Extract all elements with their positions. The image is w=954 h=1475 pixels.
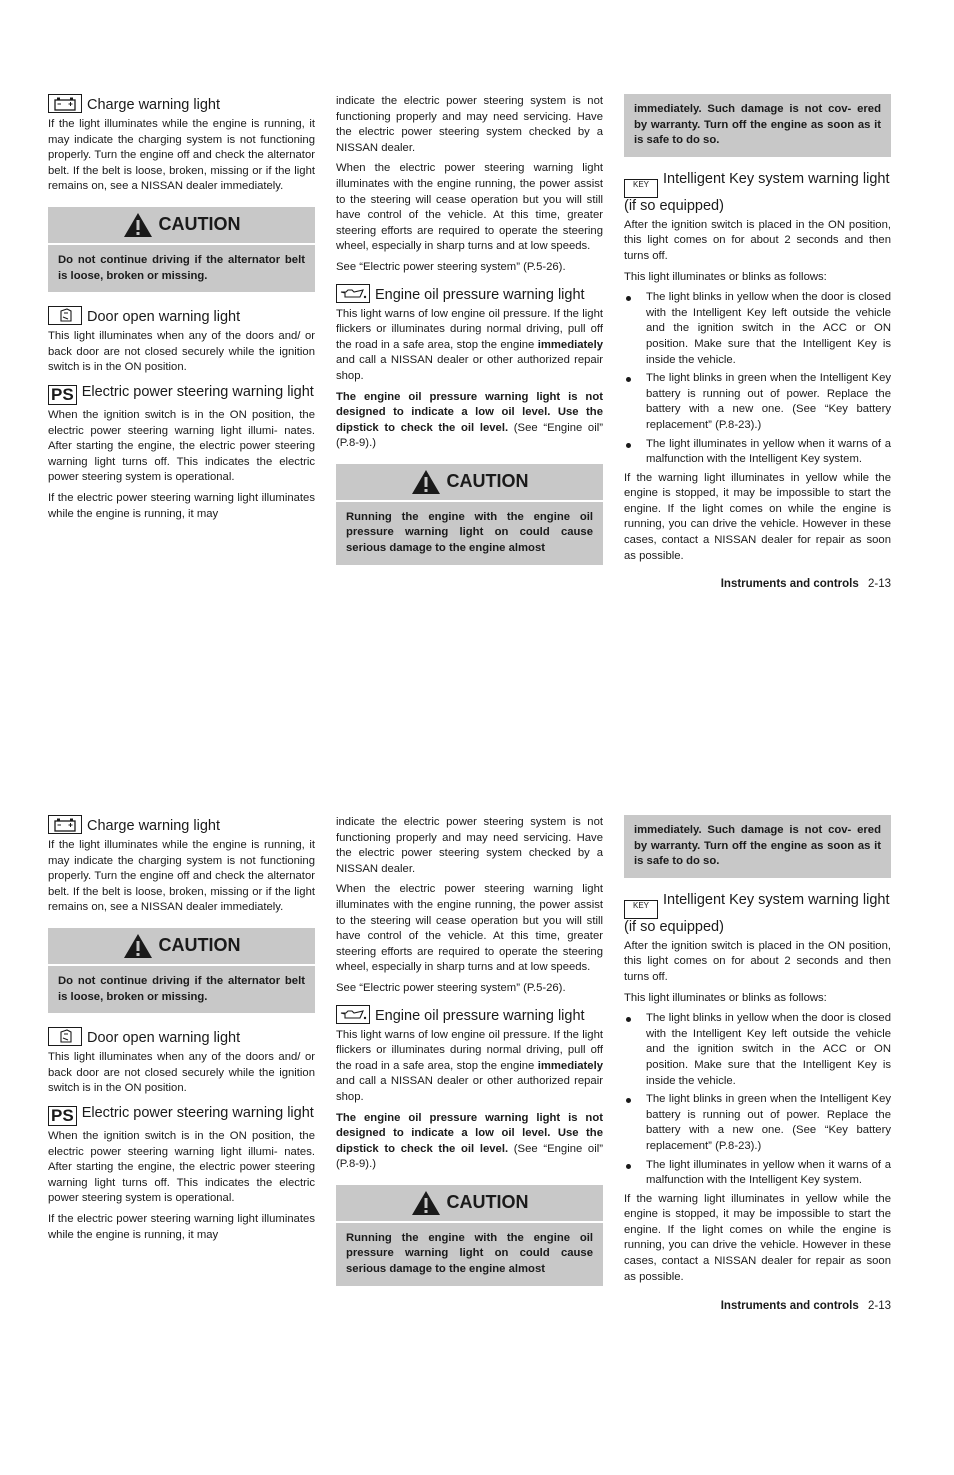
- door-open-icon: [48, 306, 82, 325]
- oil-warning-bold: The engine oil pressure warning light is not designed to indicate a low oil level. Use the dipstick to check the oil level.: [336, 1111, 603, 1155]
- door-heading: [48, 306, 315, 326]
- bullet-text: The light blinks in yellow when the door is closed with the Intelligent Key left outside the vehicle and the ignition switch in the ACC or ON position. Make sure that the Intelligent Key is inside the vehicle.: [646, 291, 891, 366]
- key-text-3: If the warning light illuminates in yellow while the engine is stopped, it may be impossible to start the engine. If the light comes on while the engine is running, you can drive the vehicle. However in these cases, contact a NISSAN dealer for repair as soon as possible.: [624, 1192, 891, 1283]
- bullet-icon: [626, 296, 631, 301]
- caution-text: Running the engine with the engine oil pressure warning light on could cause serious damage to the engine almost: [346, 1231, 593, 1276]
- oil-title: Engine oil pressure warning light: [375, 286, 585, 303]
- bullet-icon: [626, 377, 631, 382]
- column-3: [624, 815, 891, 1290]
- page-footer: [721, 578, 891, 590]
- oil-heading: [336, 1005, 603, 1025]
- key-title: Intelligent Key system warning light (if so equipped): [624, 170, 890, 214]
- caution-label: CAUTION: [446, 471, 529, 492]
- door-text: This light illuminates when any of the doors and/ or back door are not closed securely while the ignition switch is in the ON position.: [48, 1051, 315, 1095]
- door-text: This light illuminates when any of the doors and/ or back door are not closed securely while the ignition switch is in the ON position.: [48, 330, 315, 374]
- door-open-icon: [48, 1027, 82, 1046]
- footer-section: Instruments and controls: [720, 1300, 859, 1312]
- footer-section: Instruments and controls: [720, 578, 859, 590]
- oil-can-icon: [336, 284, 370, 303]
- warning-triangle-icon: [123, 933, 153, 959]
- door-title: Door open warning light: [87, 309, 241, 326]
- door-heading: [48, 1027, 315, 1047]
- oil-warning-bold: The engine oil pressure warning light is not designed to indicate a low oil level. Use the dipstick to check the oil level.: [336, 390, 603, 434]
- key-text-3: If the warning light illuminates in yellow while the engine is stopped, it may be impossible to start the engine. If the light comes on while the engine is running, you can drive the vehicle. However in these cases, contact a NISSAN dealer for repair as soon as possible.: [624, 471, 891, 562]
- caution-box: [48, 207, 315, 292]
- key-icon-label: KEY: [632, 179, 649, 189]
- oil-text-a: This light warns of low engine oil pressure. If the light flickers or illuminates during normal driving, pull off the road in a safe area, stop the engine: [336, 1028, 603, 1072]
- oil-text: [336, 307, 603, 385]
- ps-icon: PS: [48, 385, 77, 405]
- caution-heading: [336, 464, 603, 502]
- manual-page-2: [0, 815, 954, 1475]
- key-text-2: This light illuminates or blinks as follows:: [624, 991, 827, 1004]
- caution-heading: [48, 928, 315, 966]
- eps-heading: [48, 384, 315, 405]
- charge-title: Charge warning light: [87, 97, 220, 113]
- column-1: [48, 815, 315, 1248]
- caution-text-continued: immediately. Such damage is not cov- ered by warranty. Turn off the engine as soon as it is safe to do so.: [634, 103, 881, 147]
- eps-title: Electric power steering warning light: [81, 1104, 314, 1121]
- column-3: [624, 94, 891, 569]
- ps-icon: PS: [48, 1106, 77, 1126]
- list-item: [624, 1158, 891, 1189]
- bullet-text: The light blinks in green when the Intelligent Key battery is running out of power. Replace the battery with a new one. (See “Key battery replacement” (P.8-23).): [646, 1093, 891, 1152]
- caution-text: Do not continue driving if the alternator belt is loose, broken or missing.: [58, 974, 305, 1003]
- charge-title: Charge warning light: [87, 818, 220, 834]
- caution-heading: [336, 1185, 603, 1223]
- caution-label: CAUTION: [446, 1192, 529, 1213]
- oil-warning-see: (See “Engine oil” (P.8-9).): [336, 421, 603, 450]
- eps-text-3: When the electric power steering warning light illuminates with the engine running, the power assist to the steering will cease operation but you will still have control of the vehicle. At this time, greater steering efforts are required to operate the steering wheel, especially in sharp turns and at low speeds.: [336, 883, 603, 974]
- eps-text-2: If the electric power steering warning light illuminates while the engine is running, it may: [48, 1212, 315, 1241]
- bullet-icon: [626, 1017, 631, 1022]
- caution-box: [336, 1185, 603, 1286]
- list-item: [624, 437, 891, 468]
- oil-text-a: This light warns of low engine oil pressure. If the light flickers or illuminates during normal driving, pull off the road in a safe area, stop the engine: [336, 307, 603, 351]
- oil-text-b: and call a NISSAN dealer or other authorized repair shop.: [336, 354, 603, 382]
- oil-text: [336, 1028, 603, 1106]
- key-heading: [624, 892, 891, 936]
- caution-box-continued: [624, 815, 891, 878]
- caution-text: Do not continue driving if the alternator belt is loose, broken or missing.: [58, 253, 305, 282]
- oil-title: Engine oil pressure warning light: [375, 1007, 585, 1024]
- caution-box-continued: [624, 94, 891, 157]
- caution-text-continued: immediately. Such damage is not cov- ered by warranty. Turn off the engine as soon as it is safe to do so.: [634, 824, 881, 868]
- oil-heading: [336, 284, 603, 304]
- bullet-text: The light blinks in yellow when the door is closed with the Intelligent Key left outside the vehicle and the ignition switch in the ACC or ON position. Make sure that the Intelligent Key is inside the vehicle.: [646, 1012, 891, 1087]
- caution-box: [336, 464, 603, 565]
- eps-text-1: When the ignition switch is in the ON position, the electric power steering warning light illumi- nates. After starting the engine, the electric power steering warning light turns off. This indicates the electric power steering system is operational.: [48, 408, 315, 484]
- eps-text-1: When the ignition switch is in the ON position, the electric power steering warning light illumi- nates. After starting the engine, the electric power steering warning light turns off. This indicates the electric power steering system is operational.: [48, 1129, 315, 1205]
- eps-see: See “Electric power steering system” (P.5-26).: [336, 260, 566, 273]
- warning-triangle-icon: [411, 469, 441, 495]
- battery-icon: [48, 94, 82, 113]
- oil-can-icon: [336, 1005, 370, 1024]
- bullet-icon: [626, 1164, 631, 1169]
- eps-see: See “Electric power steering system” (P.5-26).: [336, 981, 566, 994]
- manual-page-1: [0, 94, 954, 754]
- eps-text-cont: indicate the electric power steering system is not functioning properly and may need servicing. Have the electric power steering system checked by a NISSAN dealer.: [336, 816, 603, 875]
- page-number: 2-13: [867, 578, 891, 590]
- key-text-2: This light illuminates or blinks as follows:: [624, 270, 827, 283]
- key-text-1: After the ignition switch is placed in the ON position, this light comes on for about 2 seconds and then turns off.: [624, 218, 891, 262]
- oil-text-bold: immediately: [537, 338, 603, 351]
- key-icon: [624, 179, 658, 198]
- charge-heading: [48, 815, 315, 835]
- key-icon: [624, 900, 658, 919]
- eps-title: Electric power steering warning light: [81, 383, 314, 400]
- key-text-1: After the ignition switch is placed in the ON position, this light comes on for about 2 seconds and then turns off.: [624, 939, 891, 983]
- door-title: Door open warning light: [87, 1030, 241, 1047]
- charge-heading: [48, 94, 315, 114]
- key-title: Intelligent Key system warning light (if so equipped): [624, 891, 890, 935]
- page-footer: [721, 1300, 891, 1312]
- bullet-text: The light illuminates in yellow when it warns of a malfunction with the Intelligent Key system.: [646, 437, 891, 466]
- column-2: [336, 94, 603, 575]
- column-1: [48, 94, 315, 527]
- caution-label: CAUTION: [158, 935, 241, 956]
- key-icon-label: KEY: [632, 900, 649, 910]
- eps-heading: [48, 1105, 315, 1126]
- battery-icon: [48, 815, 82, 834]
- charge-text: If the light illuminates while the engine is running, it may indicate the charging system is not functioning properly. Turn the engine off and check the alternator belt. If the belt is loose, broken, missing or if the light remains on, see a NISSAN dealer immediately.: [48, 839, 315, 914]
- key-heading: [624, 171, 891, 215]
- bullet-text: The light illuminates in yellow when it warns of a malfunction with the Intelligent Key system.: [646, 1158, 891, 1187]
- oil-text-bold: immediately: [537, 1059, 603, 1072]
- warning-triangle-icon: [123, 212, 153, 238]
- eps-text-2: If the electric power steering warning light illuminates while the engine is running, it may: [48, 491, 315, 520]
- bullet-text: The light blinks in green when the Intelligent Key battery is running out of power. Replace the battery with a new one. (See “Key battery replacement” (P.8-23).): [646, 372, 891, 431]
- oil-text-b: and call a NISSAN dealer or other authorized repair shop.: [336, 1075, 603, 1103]
- page-number: 2-13: [867, 1300, 891, 1312]
- caution-heading: [48, 207, 315, 245]
- caution-label: CAUTION: [158, 214, 241, 235]
- list-item: [624, 371, 891, 433]
- list-item: [624, 1092, 891, 1154]
- oil-warning: [336, 1111, 603, 1173]
- list-item: [624, 290, 891, 368]
- caution-box: [48, 928, 315, 1013]
- oil-warning: [336, 390, 603, 452]
- caution-text: Running the engine with the engine oil pressure warning light on could cause serious damage to the engine almost: [346, 510, 593, 555]
- bullet-icon: [626, 1098, 631, 1103]
- eps-text-cont: indicate the electric power steering system is not functioning properly and may need servicing. Have the electric power steering system checked by a NISSAN dealer.: [336, 95, 603, 154]
- list-item: [624, 1011, 891, 1089]
- charge-text: If the light illuminates while the engine is running, it may indicate the charging system is not functioning properly. Turn the engine off and check the alternator belt. If the belt is loose, broken, missing or if the light remains on, see a NISSAN dealer immediately.: [48, 118, 315, 193]
- warning-triangle-icon: [411, 1190, 441, 1216]
- column-2: [336, 815, 603, 1296]
- bullet-icon: [626, 443, 631, 448]
- oil-warning-see: (See “Engine oil” (P.8-9).): [336, 1142, 603, 1171]
- eps-text-3: When the electric power steering warning light illuminates with the engine running, the power assist to the steering will cease operation but you will still have control of the vehicle. At this time, greater steering efforts are required to operate the steering wheel, especially in sharp turns and at low speeds.: [336, 162, 603, 253]
